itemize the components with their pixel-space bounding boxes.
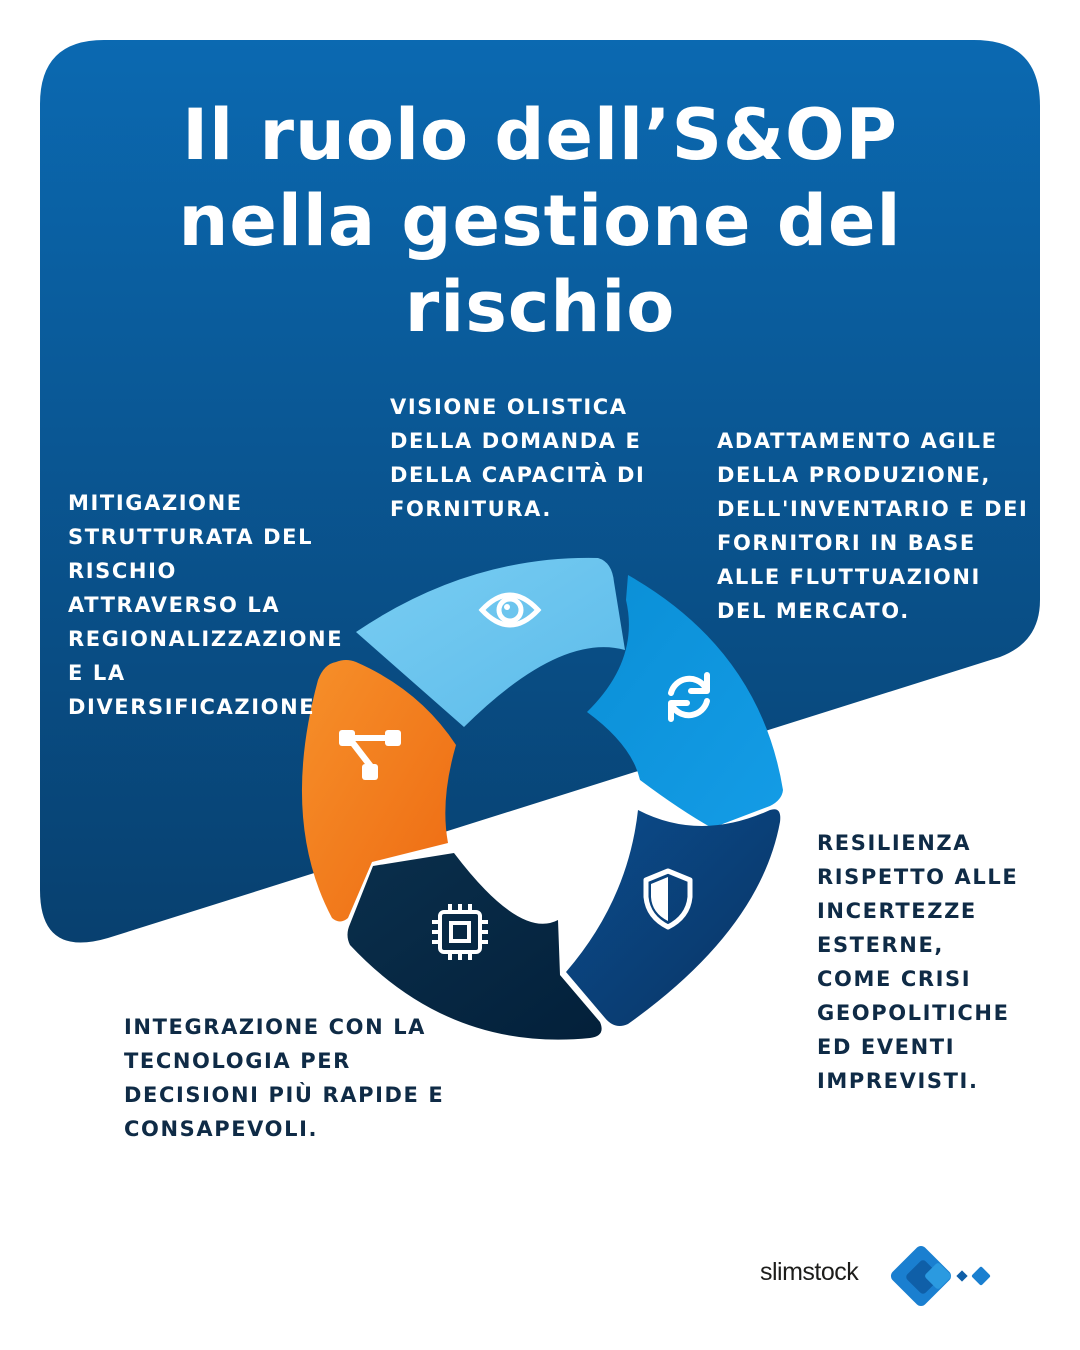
caption-line: IMPREVISTI.: [817, 1069, 979, 1093]
caption-line: GEOPOLITICHE: [817, 1001, 1010, 1025]
caption-integrazione: [124, 1010, 444, 1146]
caption-line: ATTRAVERSO LA: [68, 593, 281, 617]
caption-line: DECISIONI PIÙ RAPIDE E: [124, 1083, 445, 1107]
caption-line: MITIGAZIONE: [68, 491, 243, 515]
title-line-2: nella gestione del: [178, 180, 902, 262]
brand-name: slimstock: [760, 1258, 859, 1286]
caption-line: FORNITURA.: [390, 497, 552, 521]
caption-adattamento: [717, 424, 1028, 628]
title-line-1: Il ruolo dell’S&OP: [182, 94, 898, 176]
caption-line: RESILIENZA: [817, 831, 972, 855]
caption-line: ADATTAMENTO AGILE: [717, 429, 998, 453]
slimstock-diamond-logo-icon: [888, 1242, 1010, 1312]
caption-line: ESTERNE,: [817, 933, 945, 957]
segment-resilienza: [566, 809, 780, 1026]
caption-line: ALLE FLUTTUAZIONI: [717, 565, 981, 589]
caption-line: DEL MERCATO.: [717, 599, 910, 623]
caption-line: COME CRISI: [817, 967, 972, 991]
caption-line: ED EVENTI: [817, 1035, 956, 1059]
brand-logo: [760, 1236, 1010, 1316]
caption-resilienza: [817, 826, 1018, 1098]
caption-line: DIVERSIFICAZIONE: [68, 695, 316, 719]
caption-line: RISPETTO ALLE: [817, 865, 1019, 889]
caption-line: FORNITORI IN BASE: [717, 531, 976, 555]
caption-line: CONSAPEVOLI.: [124, 1117, 319, 1141]
caption-line: INCERTEZZE: [817, 899, 977, 923]
caption-line: STRUTTURATA DEL: [68, 525, 314, 549]
caption-line: E LA: [68, 661, 126, 685]
caption-line: RISCHIO: [68, 559, 177, 583]
caption-visione: [390, 390, 645, 526]
caption-line: DELL'INVENTARIO E DEI: [717, 497, 1029, 521]
caption-mitigazione: [68, 486, 343, 724]
caption-line: INTEGRAZIONE CON LA: [124, 1015, 427, 1039]
caption-line: VISIONE OLISTICA: [390, 395, 628, 419]
title-line-3: rischio: [404, 266, 676, 348]
caption-line: REGIONALIZZAZIONE: [68, 627, 344, 651]
caption-line: TECNOLOGIA PER: [124, 1049, 351, 1073]
caption-line: DELLA PRODUZIONE,: [717, 463, 991, 487]
caption-line: DELLA CAPACITÀ DI: [390, 463, 646, 487]
caption-line: DELLA DOMANDA E: [390, 429, 642, 453]
